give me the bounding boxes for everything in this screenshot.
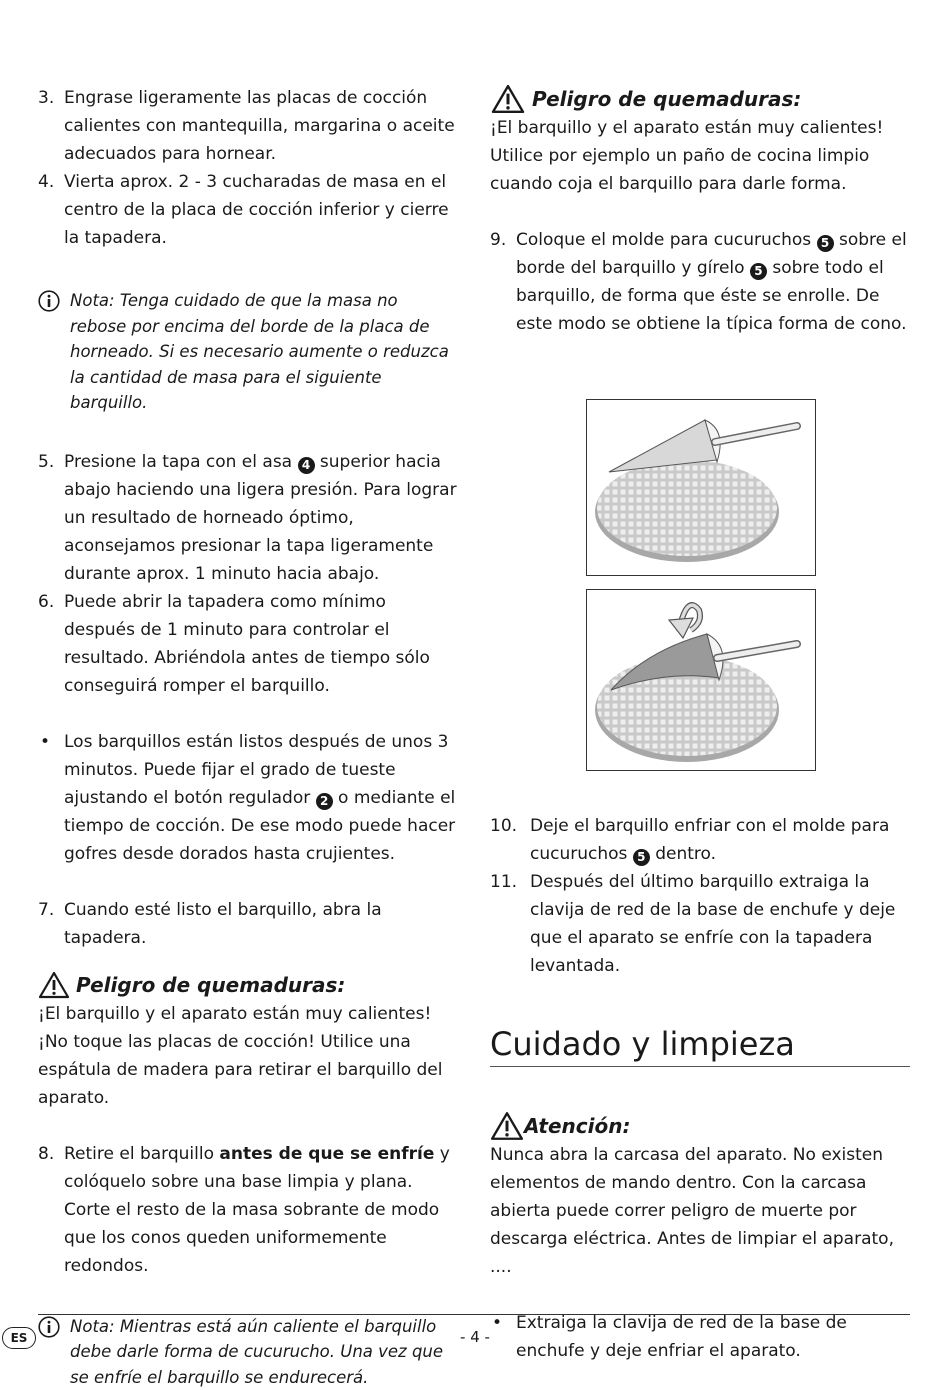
ref-cone-mold: 5 [750,263,767,280]
figure-rolling-waffle [586,589,816,771]
section-title: Cuidado y limpieza [490,1024,910,1067]
step-7: 7. Cuando esté listo el barquillo, abra la tapadera. [38,896,458,952]
step-9: 9. Coloque el molde para cucuruchos 5 sobre el borde del barquillo y gírelo 5 sobre todo el barquillo, de forma que éste se enrolle. De este modo se obtiene la típica forma de cono. [490,226,910,338]
info-icon [38,290,60,312]
warning-icon [490,1111,524,1141]
step-10: 10. Deje el barquillo enfriar con el molde para cucuruchos 5 dentro. [490,812,910,868]
warning-icon [38,971,70,999]
attention-title: Atención: [490,1111,910,1141]
step-6: 6. Puede abrir la tapadera como mínimo después de 1 minuto para controlar el resultado. Abriéndola antes de tiempo sólo conseguirá romper el barquillo. [38,588,458,700]
step-5: 5. Presione la tapa con el asa 4 superior hacia abajo haciendo una ligera presión. Para lograr un resultado de horneado óptimo, aconsejamos presionar la tapa ligeramente durante aprox. 1 minuto hacia abajo. [38,448,458,588]
warning-1-text: ¡El barquillo y el aparato están muy calientes! ¡No toque las placas de cocción! Utilice una espátula de madera para retirar el barquillo del aparato. [38,1000,458,1112]
footer-rule [38,1314,910,1315]
figure-cone-on-waffle [586,399,816,576]
waffle-cone-illustration [587,400,815,575]
step-8: 8. Retire el barquillo antes de que se enfríe y colóquelo sobre una base limpia y plana. Corte el resto de la masa sobrante de modo que los conos queden uniformemente redondos. [38,1140,458,1280]
warning-2-text: ¡El barquillo y el aparato están muy calientes! Utilice por ejemplo un paño de cocina limpio cuando coja el barquillo para darle forma. [490,114,910,198]
step-4: 4. Vierta aprox. 2 - 3 cucharadas de masa en el centro de la placa de cocción inferior y cierre la tapadera. [38,168,458,252]
ref-regulator: 2 [316,793,333,810]
bullet-unplug: • Extraiga la clavija de red de la base de enchufe y deje enfriar el aparato. [490,1309,910,1365]
step-11: 11. Después del último barquillo extraiga la clavija de red de la base de enchufe y deje que el aparato se enfríe con la tapadera levantada. [490,868,910,980]
page-number: - 4 - [0,1327,950,1347]
language-badge: ES [2,1327,36,1349]
warning-2-title: Peligro de quemaduras: [490,84,910,114]
note-2: Nota: Mientras está aún caliente el barquillo debe darle forma de cucurucho. Una vez que se enfríe el barquillo se endurecerá. [38,1314,458,1390]
ref-handle: 4 [298,457,315,474]
ref-cone-mold: 5 [633,849,650,866]
ref-cone-mold: 5 [817,235,834,252]
step-3: 3. Engrase ligeramente las placas de cocción calientes con mantequilla, margarina o aceite adecuados para hornear. [38,84,458,168]
waffle-rolling-illustration [587,590,815,770]
bullet-browning: • Los barquillos están listos después de unos 3 minutos. Puede fijar el grado de tueste ajustando el botón regulador 2 o mediante el tiempo de cocción. De ese modo puede hacer gofres desde dorados hasta crujientes. [38,728,458,868]
left-column [38,84,458,1390]
warning-icon [490,84,526,114]
note-1: Nota: Tenga cuidado de que la masa no rebose por encima del borde de la placa de horneado. Si es necesario aumente o reduzca la cantidad de masa para el siguiente barquillo. [38,288,458,416]
warning-1-title: Peligro de quemaduras: [38,970,458,1000]
attention-text: Nunca abra la carcasa del aparato. No existen elementos de mando dentro. Con la carcasa abierta puede correr peligro de muerte por descarga eléctrica. Antes de limpiar el aparato, .... [490,1141,910,1281]
